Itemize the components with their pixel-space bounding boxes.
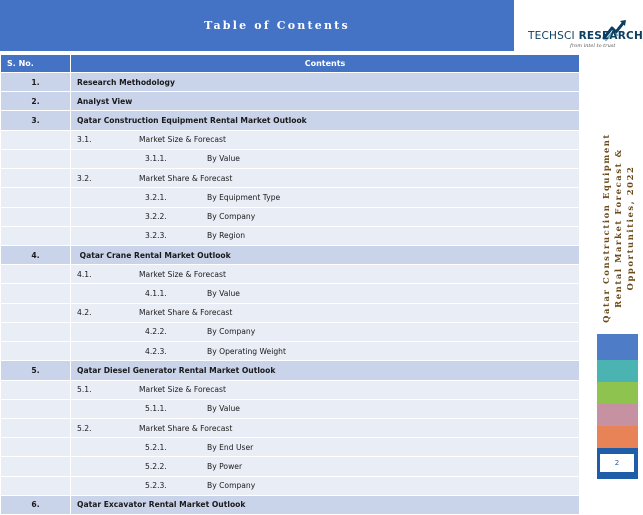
toc-cell-sno (1, 322, 71, 341)
section-title: By End User (207, 442, 254, 452)
color-stripe (597, 360, 638, 382)
section-title: By Power (207, 461, 243, 471)
section-title: Market Size & Forecast (139, 269, 226, 279)
toc-cell-content (71, 380, 580, 399)
section-number: 2. (31, 96, 40, 106)
toc-cell-content (71, 73, 580, 92)
section-number: 4.2.2. (145, 327, 167, 337)
toc-header-row (1, 55, 580, 73)
section-title: Qatar Crane Rental Market Outlook (77, 250, 231, 260)
toc-cell-content (71, 207, 580, 226)
toc-cell-content (71, 245, 580, 264)
toc-row (1, 130, 580, 149)
toc-cell-sno (1, 130, 71, 149)
title-bar (0, 0, 514, 51)
section-title: By Operating Weight (207, 346, 286, 356)
toc-cell-content (71, 476, 580, 495)
section-title: Qatar Excavator Rental Market Outlook (77, 500, 246, 510)
section-number: 3.1.1. (145, 154, 167, 164)
toc-cell-sno (1, 73, 71, 92)
toc-cell-content (71, 495, 580, 514)
toc-cell-sno (1, 111, 71, 130)
toc-cell-content (71, 265, 580, 284)
section-number: 6. (31, 500, 40, 510)
section-number: 3.2.1. (145, 192, 167, 202)
section-title: Market Share & Forecast (139, 173, 233, 183)
toc-cell-content (71, 92, 580, 111)
section-title: Analyst View (77, 96, 133, 106)
section-number: 5.1.1. (145, 404, 167, 414)
toc-row (1, 265, 580, 284)
toc-row (1, 303, 580, 322)
section-number: 4. (31, 250, 40, 260)
toc-row (1, 361, 580, 380)
toc-cell-content (71, 342, 580, 361)
toc-cell-sno (1, 149, 71, 168)
toc-cell-sno (1, 226, 71, 245)
page-number: 2 (600, 454, 634, 472)
section-number: 3.2. (77, 173, 92, 183)
toc-row (1, 476, 580, 495)
toc-cell-sno (1, 284, 71, 303)
toc-row (1, 73, 580, 92)
toc-cell-content (71, 303, 580, 322)
toc-cell-sno (1, 476, 71, 495)
logo-wordmark (528, 30, 643, 42)
toc-cell-sno (1, 418, 71, 437)
toc-cell-sno (1, 342, 71, 361)
toc-row (1, 438, 580, 457)
section-number: 4.1. (77, 269, 92, 279)
toc-cell-content (71, 226, 580, 245)
toc-row (1, 245, 580, 264)
section-title: By Value (207, 289, 240, 299)
toc-cell-content (71, 438, 580, 457)
toc-row (1, 284, 580, 303)
toc-cell-sno (1, 188, 71, 207)
section-title: By Company (207, 327, 256, 337)
toc-cell-sno (1, 380, 71, 399)
section-title: Qatar Construction Equipment Rental Market Outlook (77, 116, 307, 126)
report-title-vertical (597, 108, 638, 348)
section-title: Qatar Diesel Generator Rental Market Outlook (77, 365, 276, 375)
color-stripe (597, 382, 638, 404)
logo-tagline: from intel to trust (570, 43, 616, 49)
section-number: 1. (31, 77, 40, 87)
section-number: 4.2. (77, 308, 92, 318)
techsci-logo (520, 20, 643, 50)
report-title-line-1: Qatar Construction Equipment (600, 133, 611, 323)
section-title: Market Size & Forecast (139, 385, 226, 395)
color-stripe (597, 404, 638, 426)
toc-row (1, 380, 580, 399)
section-number: 3.1. (77, 135, 92, 145)
page-title: Table of Contents (204, 19, 350, 32)
toc-cell-sno (1, 399, 71, 418)
toc-cell-sno (1, 438, 71, 457)
contents-header: Contents (71, 55, 580, 73)
section-title: By Region (207, 231, 246, 241)
toc-cell-sno (1, 207, 71, 226)
toc-cell-sno (1, 361, 71, 380)
section-number: 3.2.2. (145, 212, 167, 222)
toc-cell-content (71, 130, 580, 149)
toc-cell-content (71, 457, 580, 476)
report-title-line-2: Rental Market Forecast & (612, 148, 623, 308)
sno-header: S. No. (1, 55, 71, 73)
toc-row (1, 399, 580, 418)
section-title: By Company (207, 481, 256, 491)
section-title: Research Methodology (77, 77, 175, 87)
toc-cell-content (71, 111, 580, 130)
section-number: 5.2.2. (145, 461, 167, 471)
logo-research-text: RESEARCH (574, 30, 643, 42)
toc-cell-content (71, 169, 580, 188)
color-stripe (597, 426, 638, 448)
toc-cell-sno (1, 303, 71, 322)
toc-cell-content (71, 149, 580, 168)
section-title: By Equipment Type (207, 192, 281, 202)
toc-cell-sno (1, 265, 71, 284)
toc-row (1, 111, 580, 130)
toc-row (1, 207, 580, 226)
toc-row (1, 322, 580, 341)
toc-cell-content (71, 284, 580, 303)
section-number: 3. (31, 116, 40, 126)
section-number: 4.1.1. (145, 289, 167, 299)
toc-row (1, 457, 580, 476)
toc-row (1, 226, 580, 245)
toc-row (1, 418, 580, 437)
toc-row (1, 169, 580, 188)
toc-cell-content (71, 399, 580, 418)
section-number: 5.2. (77, 423, 92, 433)
toc-cell-sno (1, 92, 71, 111)
section-title: Market Share & Forecast (139, 308, 233, 318)
section-number: 3.2.3. (145, 231, 167, 241)
toc-cell-sno (1, 169, 71, 188)
toc-row (1, 342, 580, 361)
toc-cell-sno (1, 245, 71, 264)
logo-tech-text: TECHSCI (528, 30, 575, 42)
section-title: Market Share & Forecast (139, 423, 233, 433)
toc-cell-content (71, 418, 580, 437)
section-title: By Value (207, 404, 240, 414)
toc-row (1, 188, 580, 207)
report-title-line-3: Opportunities, 2022 (624, 165, 635, 291)
section-number: 4.2.3. (145, 346, 167, 356)
toc-cell-sno (1, 457, 71, 476)
section-number: 5. (31, 365, 40, 375)
section-title: Market Size & Forecast (139, 135, 226, 145)
section-title: By Company (207, 212, 256, 222)
toc-row (1, 495, 580, 514)
section-number: 5.1. (77, 385, 92, 395)
toc-row (1, 149, 580, 168)
report-sidebar (597, 108, 638, 479)
toc-cell-content (71, 322, 580, 341)
toc-cell-content (71, 361, 580, 380)
section-number: 5.2.3. (145, 481, 167, 491)
toc-table (0, 54, 580, 515)
section-number: 5.2.1. (145, 442, 167, 452)
toc-row (1, 92, 580, 111)
section-title: By Value (207, 154, 240, 164)
toc-cell-sno (1, 495, 71, 514)
color-stripe (597, 334, 638, 360)
toc-cell-content (71, 188, 580, 207)
